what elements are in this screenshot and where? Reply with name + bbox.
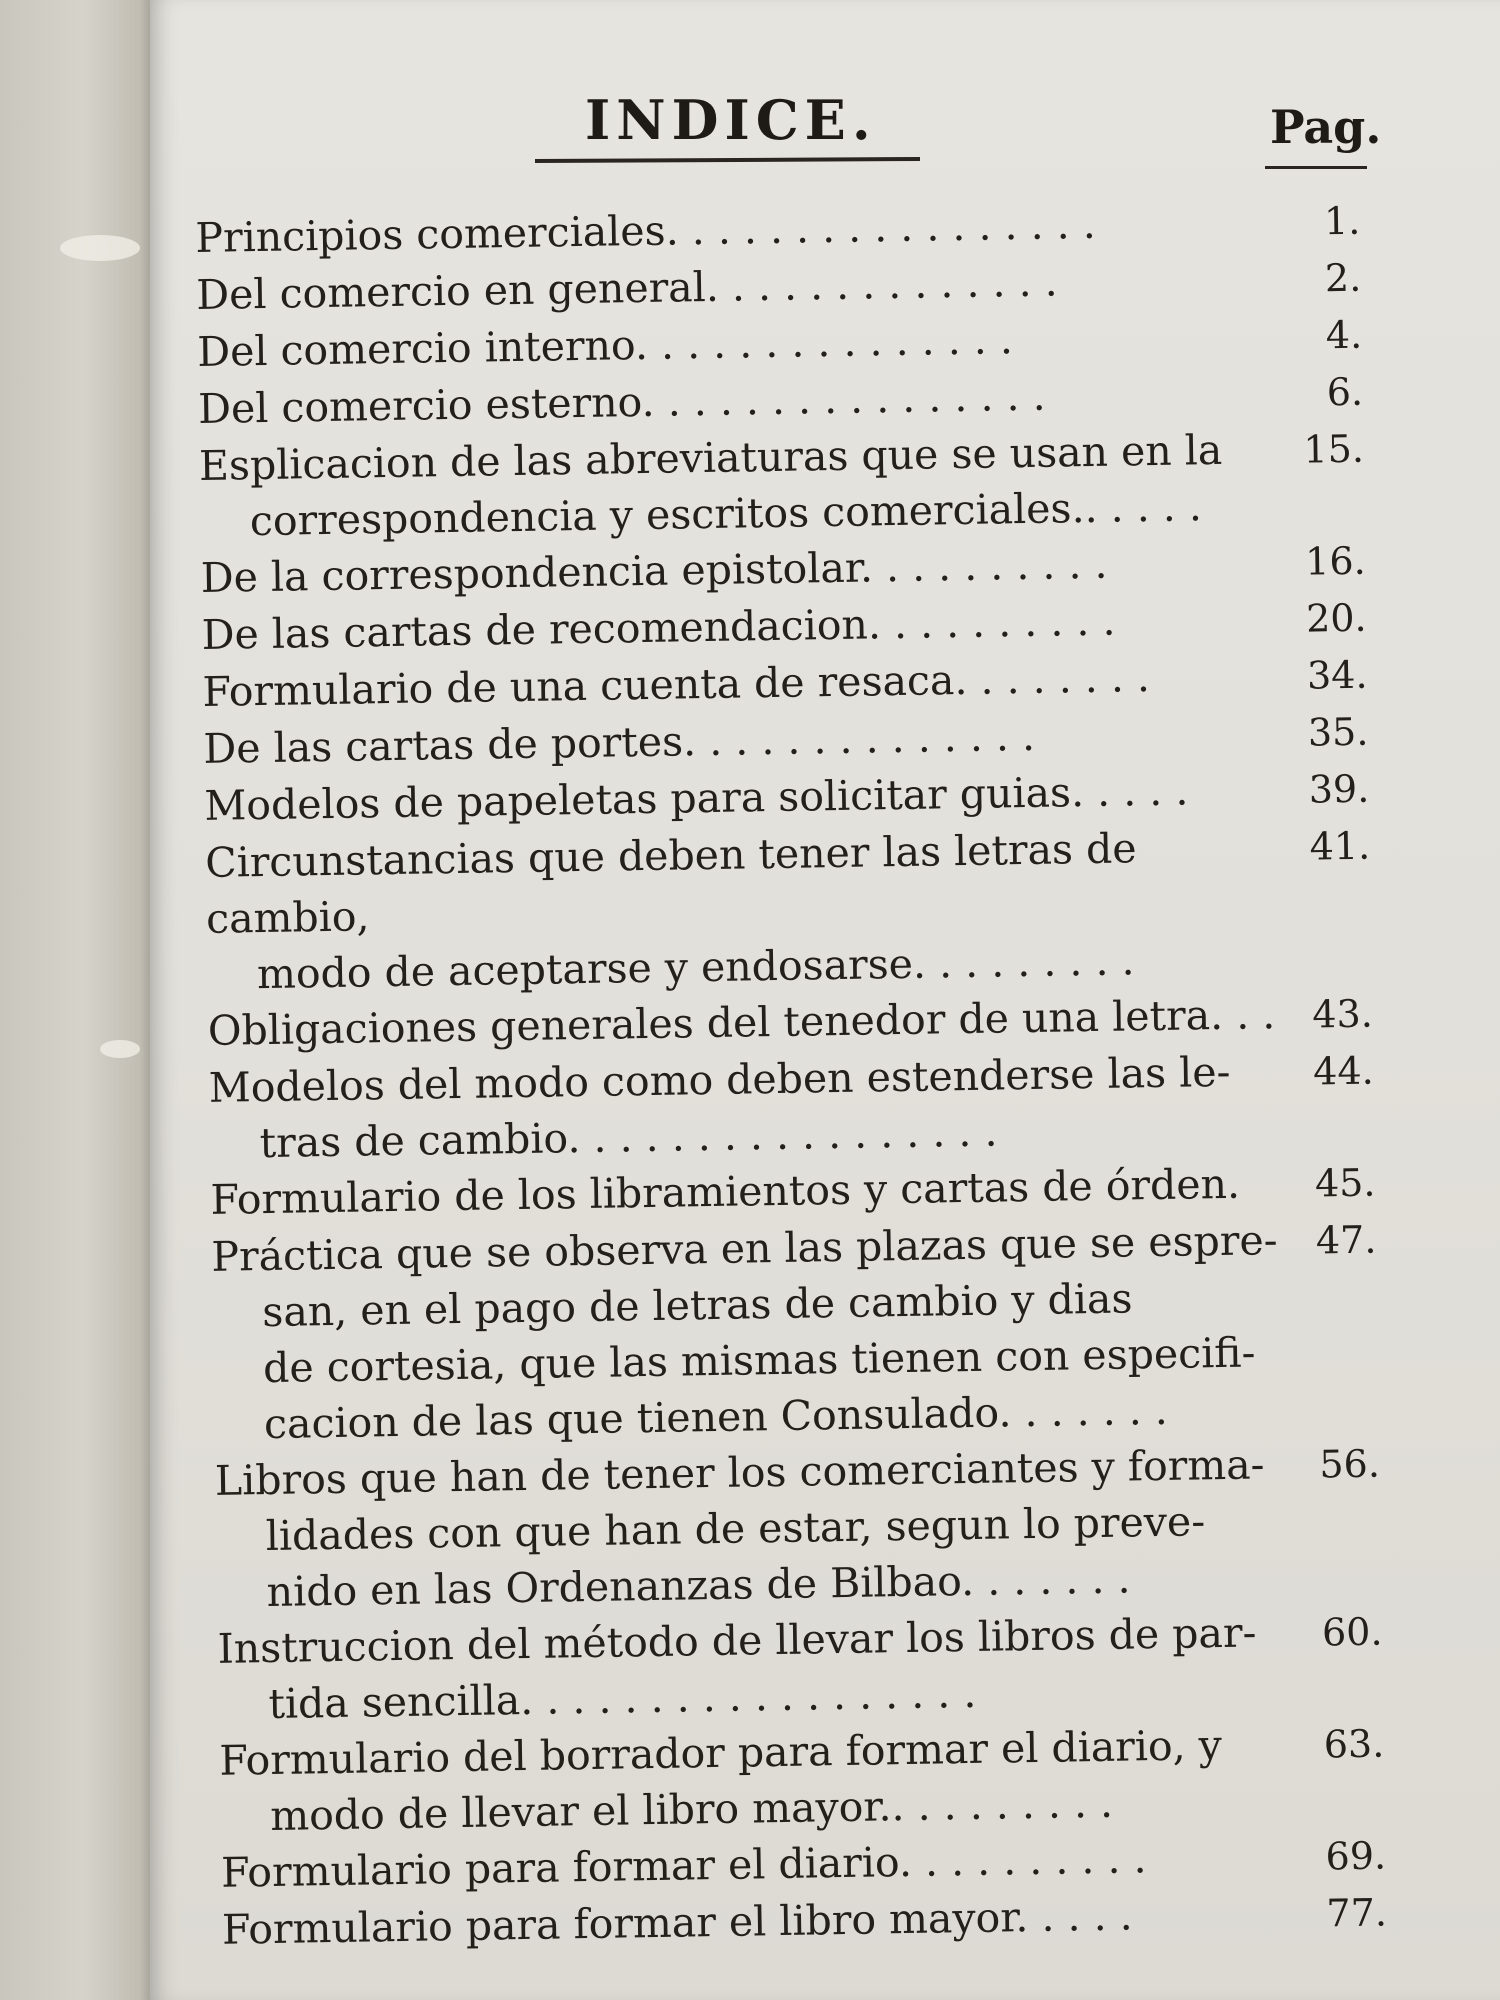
toc-entry-page-number: 63. <box>1323 1721 1385 1767</box>
toc-entry <box>205 817 1372 1003</box>
toc-entry-line: Formulario de los libramientos y cartas de órden. <box>210 1159 1241 1224</box>
toc-entry-line: Formulario de una cuenta de resaca. . . . . . . . <box>202 653 1151 716</box>
toc-entry-line: san, en el pago de letras de cambio y dias <box>261 1274 1133 1337</box>
toc-entry-line: De las cartas de recomendacion. . . . . . . . . . <box>201 596 1116 659</box>
toc-entry-title <box>211 1212 1289 1453</box>
toc-entry-line: Formulario para formar el libro mayor. . . . . <box>221 1891 1133 1954</box>
toc-entry-page-number: 44. <box>1312 1048 1375 1094</box>
table-of-contents <box>195 192 1387 1959</box>
toc-entry-page-number: 43. <box>1311 991 1374 1037</box>
toc-entry-page-number: 6. <box>1326 369 1364 415</box>
toc-entry-page-number: 4. <box>1325 312 1363 358</box>
page-column-label: Pag. <box>1270 100 1382 154</box>
binding-thread-mark <box>100 1040 140 1058</box>
toc-entry-line: de cortesia, que las mismas tienen con especifi- <box>262 1328 1256 1393</box>
toc-entry-line: correspondencia y escritos comerciales.. . . . . <box>249 482 1203 546</box>
toc-entry-line: lidades con que han de estar, segun lo preve- <box>265 1497 1206 1561</box>
toc-entry-page-number: 39. <box>1308 766 1370 812</box>
toc-entry-line: Del comercio en general. . . . . . . . . . . . . . <box>195 257 1058 319</box>
toc-entry-line: Obligaciones generales del tenedor de una letra. . . <box>207 990 1276 1055</box>
toc-entry-page-number: 41. <box>1309 823 1371 869</box>
toc-entry-line: Instruccion del método de llevar los libros de par- <box>217 1608 1257 1673</box>
toc-entry-page-number: 16. <box>1304 538 1366 584</box>
toc-entry-line: Del comercio esterno. . . . . . . . . . . . . . . . <box>197 371 1046 433</box>
toc-entry-line: Práctica que se observa en las plazas que se espre- <box>211 1216 1278 1281</box>
toc-entry-line: nido en las Ordenanzas de Bilbao. . . . . . . <box>266 1554 1131 1617</box>
toc-entry-line: Circunstancias que deben tener las letras de cambio, <box>204 824 1137 943</box>
toc-entry-page-number: 15. <box>1303 426 1365 472</box>
page-column-underline <box>1265 166 1367 169</box>
toc-entry-line: Del comercio interno. . . . . . . . . . . . . . . <box>196 315 1014 376</box>
toc-entry-page-number: 56. <box>1319 1441 1381 1487</box>
toc-entry-line: modo de llevar el libro mayor.. . . . . . . . . <box>269 1778 1114 1841</box>
toc-entry-page-number: 77. <box>1326 1890 1388 1936</box>
toc-entry-page-number: 34. <box>1306 652 1368 698</box>
toc-entry-page-number: 1. <box>1323 198 1361 244</box>
toc-entry-line: tras de cambio. . . . . . . . . . . . . . . . . <box>259 1107 998 1168</box>
toc-entry-line: Esplicacion de las abreviaturas que se usan en la <box>198 425 1223 490</box>
toc-entry-line: Modelos del modo como deben estenderse las le- <box>208 1047 1231 1112</box>
title-underline <box>535 157 920 163</box>
toc-entry-line: tida sencilla. . . . . . . . . . . . . . . . . . <box>268 1668 977 1729</box>
toc-entry <box>211 1211 1379 1453</box>
book-gutter <box>0 0 150 2000</box>
book-page <box>150 0 1500 2000</box>
toc-entry <box>215 1435 1382 1621</box>
toc-entry-title <box>208 1043 1285 1172</box>
toc-entry-line: Formulario para formar el diario. . . . . . . . . . <box>220 1834 1147 1897</box>
toc-entry-line: Formulario del borrador para formar el diario, y <box>218 1721 1223 1785</box>
toc-entry-line: Modelos de papeletas para solicitar guias. . . . . <box>203 766 1189 830</box>
toc-entry-line: Libros que han de tener los comerciantes y forma- <box>214 1440 1265 1505</box>
toc-entry-title <box>205 818 1283 1003</box>
toc-entry-page-number: 20. <box>1305 595 1367 641</box>
toc-entry-page-number: 2. <box>1324 255 1362 301</box>
toc-entry <box>208 1042 1375 1172</box>
toc-entry-page-number: 69. <box>1325 1833 1387 1879</box>
binding-thread-mark <box>60 235 140 261</box>
toc-entry-page-number: 45. <box>1314 1160 1376 1206</box>
toc-entry-page-number: 35. <box>1307 709 1369 755</box>
page-header <box>150 78 1500 188</box>
toc-entry-line: cacion de las que tienen Consulado. . . . . . . <box>263 1385 1169 1449</box>
toc-entry-title <box>199 421 1276 550</box>
toc-entry-line: De la correspondencia epistolar. . . . . . . . . . <box>200 539 1108 602</box>
toc-entry <box>217 1603 1384 1733</box>
toc-entry <box>199 420 1366 550</box>
toc-entry-title <box>215 1436 1293 1621</box>
index-title: INDICE. <box>585 88 877 152</box>
toc-entry-page-number: 60. <box>1321 1609 1383 1655</box>
toc-entry-page-number: 47. <box>1315 1217 1377 1263</box>
toc-entry-title <box>219 1716 1296 1845</box>
toc-entry-line: Principios comerciales. . . . . . . . . . . . . . . . . <box>195 199 1097 262</box>
toc-entry-line: De las cartas de portes. . . . . . . . . . . . . . <box>203 711 1036 773</box>
toc-entry <box>219 1715 1386 1845</box>
toc-entry-title <box>217 1604 1294 1733</box>
toc-entry-line: modo de aceptarse y endosarse. . . . . . . . . <box>256 936 1135 999</box>
